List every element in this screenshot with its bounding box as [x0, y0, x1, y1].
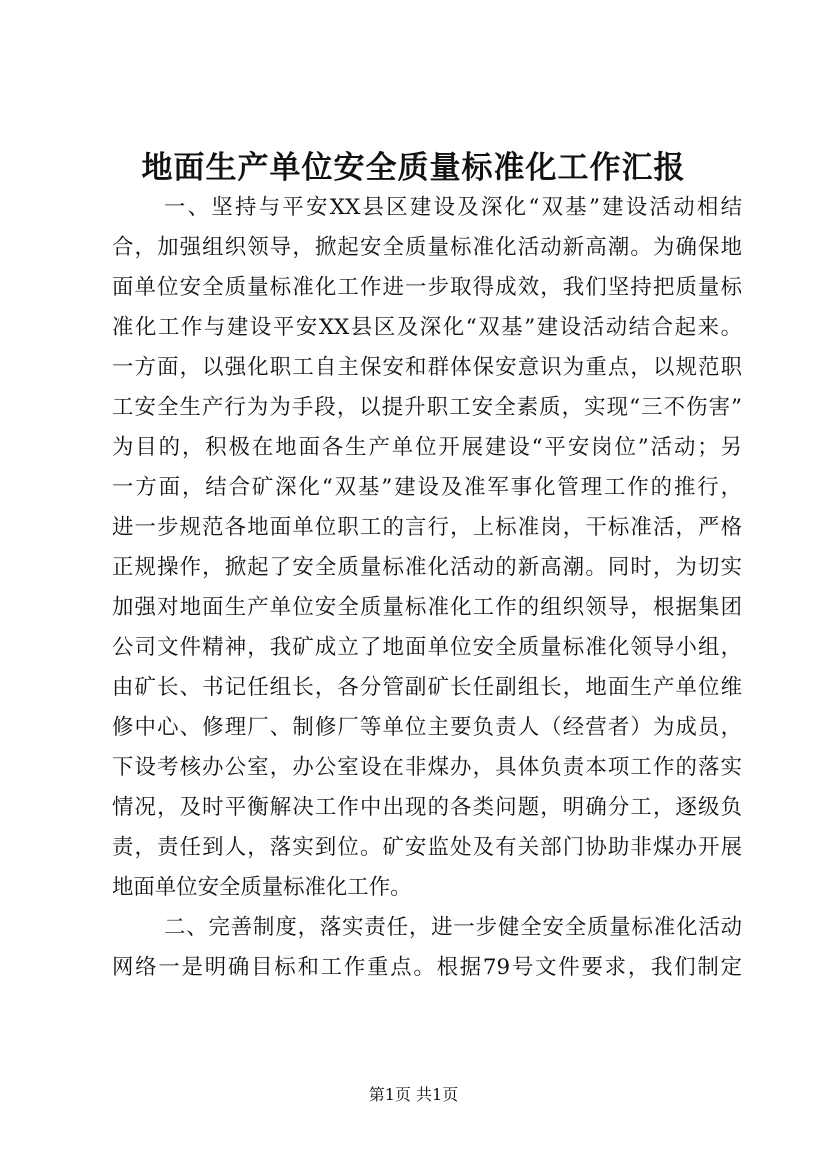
paragraph-line: 由矿长、书记任组长，各分管副矿长任副组长，地面生产单位维 — [112, 675, 742, 700]
paragraph-line: 网络一是明确目标和工作重点。根据79号文件要求，我们制定 — [112, 955, 742, 980]
paragraph-line: 面单位安全质量标准化工作进一步取得成效，我们坚持把质量标 — [112, 275, 742, 300]
paragraph-line: 二、完善制度，落实责任，进一步健全安全质量标准化活动 — [164, 915, 742, 940]
document-title: 地面生产单位安全质量标准化工作汇报 — [141, 150, 686, 186]
paragraph-line: 进一步规范各地面单位职工的言行，上标准岗，干标准活，严格 — [112, 515, 742, 540]
paragraph-line: 公司文件精神，我矿成立了地面单位安全质量标准化领导小组， — [112, 635, 742, 660]
paragraph-line: 情况，及时平衡解决工作中出现的各类问题，明确分工，逐级负 — [112, 795, 742, 820]
paragraph-line: 正规操作，掀起了安全质量标准化活动的新高潮。同时，为切实 — [112, 555, 742, 580]
paragraph-line: 责，责任到人，落实到位。矿安监处及有关部门协助非煤办开展 — [112, 835, 742, 860]
paragraph-line: 加强对地面生产单位安全质量标准化工作的组织领导，根据集团 — [112, 595, 742, 620]
paragraph-line: 地面单位安全质量标准化工作。 — [112, 875, 412, 900]
paragraph-line: 准化工作与建设平安XX县区及深化“双基”建设活动结合起来。 — [112, 315, 742, 340]
paragraph-line: 修中心、修理厂、制修厂等单位主要负责人（经营者）为成员， — [112, 715, 742, 740]
paragraph-line: 一、坚持与平安XX县区建设及深化“双基”建设活动相结 — [164, 195, 742, 220]
page-footer: 第1页 共1页 — [368, 1085, 459, 1104]
paragraph-line: 一方面，以强化职工自主保安和群体保安意识为重点，以规范职 — [112, 355, 742, 380]
document-body — [112, 188, 742, 988]
paragraph-line: 工安全生产行为为手段，以提升职工安全素质，实现“三不伤害” — [112, 395, 742, 420]
paragraph-line: 合，加强组织领导，掀起安全质量标准化活动新高潮。为确保地 — [112, 235, 742, 260]
paragraph-line: 下设考核办公室，办公室设在非煤办，具体负责本项工作的落实 — [112, 755, 742, 780]
paragraph-line: 为目的，积极在地面各生产单位开展建设“平安岗位”活动；另 — [112, 435, 742, 460]
paragraph-line: 一方面，结合矿深化“双基”建设及准军事化管理工作的推行， — [112, 475, 742, 500]
